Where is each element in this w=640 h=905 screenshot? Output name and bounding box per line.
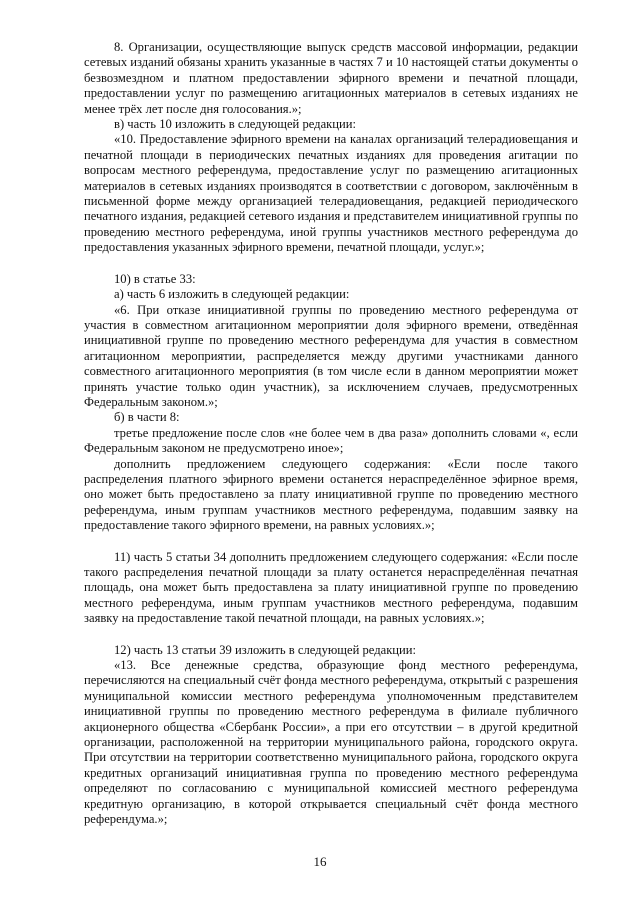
paragraph-part10-intro: в) часть 10 изложить в следующей редакции: [114,117,356,132]
paragraph-article39-text: «13. Все денежные средства, образующие фонд местного референдума, перечисляются на специальный счёт фонда местного референдума, открытый с разрешения муниципальной комиссии местного референдума уполномоченным представителем инициативной группы по проведению местного референдума в филиале публичного акционерного общества «Сбербанк России», а при его отсутствии – в другой кредитной организации, расположенной на территории муниципального района, городского округа. При отсутствии на территории соответственно муниципального района, городского округа кредитных организаций инициативная группа по проведению местного референдума определяют по согласованию с муниципальной комиссией местного референдума кредитную организацию, в которой открывается специальный счёт фонда местного референдума.»; [84,658,578,827]
paragraph-part6-intro: а) часть 6 изложить в следующей редакции: [114,287,350,302]
page-number: 16 [313,854,327,869]
paragraph-article39-intro: 12) часть 13 статьи 39 изложить в следующей редакции: [114,642,417,657]
section-gap [84,534,578,550]
document-body [84,40,578,828]
paragraph-8-retention: 8. Организации, осуществляющие выпуск средств массовой информации, редакции сетевых изданий обязаны хранить указанные в частях 7 и 10 настоящей статьи документы о безвозмездном и платном предоставлении эфирного времени и печатной площади, предоставлении услуг по размещению агитационных материалов в сетевых изданиях не менее трёх лет после дня голосования.»; [84,40,579,116]
paragraph-part10-text: «10. Предоставление эфирного времени на каналах организаций телерадиовещания и печатной площади в периодических печатных изданиях для проведения агитации по вопросам местного референдума, предоставление услуг по размещению агитационных материалов в сетевых изданиях производятся в соответствии с договором, заключённым в письменной форме между организацией телерадиовещания, редакцией периодического печатного издания, редакцией сетевого издания и представителем инициативной группы по проведению местного референдума, иной группы участников местного референдума до предоставления указанных эфирного времени, печатной площади, услуг.»; [84,132,578,255]
paragraph-part8-addition: дополнить предложением следующего содержания: «Если после такого распределения платного эфирного времени останется нераспределённое эфирное время, оно может быть предоставлено за плату инициативной группе по проведению местного референдума, иным группам участников местного референдума, подавшим заявку на предоставление такого эфирного времени, на равных условиях.»; [84,456,578,533]
paragraph-part8-intro: б) в части 8: [114,410,180,425]
section-gap [84,256,578,272]
section-gap [84,627,578,643]
paragraph-part8-third-sentence: третье предложение после слов «не более чем в два раза» дополнить словами «, если Федеральным законом не предусмотрено иное»; [84,425,578,456]
paragraph-article33-heading: 10) в статье 33: [114,271,196,286]
paragraph-article34-amendment: 11) часть 5 статьи 34 дополнить предложением следующего содержания: «Если после такого распределения печатной площади за плату останется нераспределённая печатная площадь, она может быть предоставлена за плату инициативной группе по проведению местного референдума, иным группам участников местного референдума, подавшим заявку на предоставление такой печатной площади, на равных условиях.»; [84,549,578,626]
paragraph-part6-text: «6. При отказе инициативной группы по проведению местного референдума от участия в совместном агитационном мероприятии доля эфирного времени, отведённая инициативной группе по проведению местного референдума для участия в совместном агитационном мероприятии, распределяется между другими участниками данного совместного агитационного мероприятия (в том числе если в данном мероприятии может принять участие только один участник), за исключением случаев, предусмотренных Федеральным законом.»; [84,302,578,409]
